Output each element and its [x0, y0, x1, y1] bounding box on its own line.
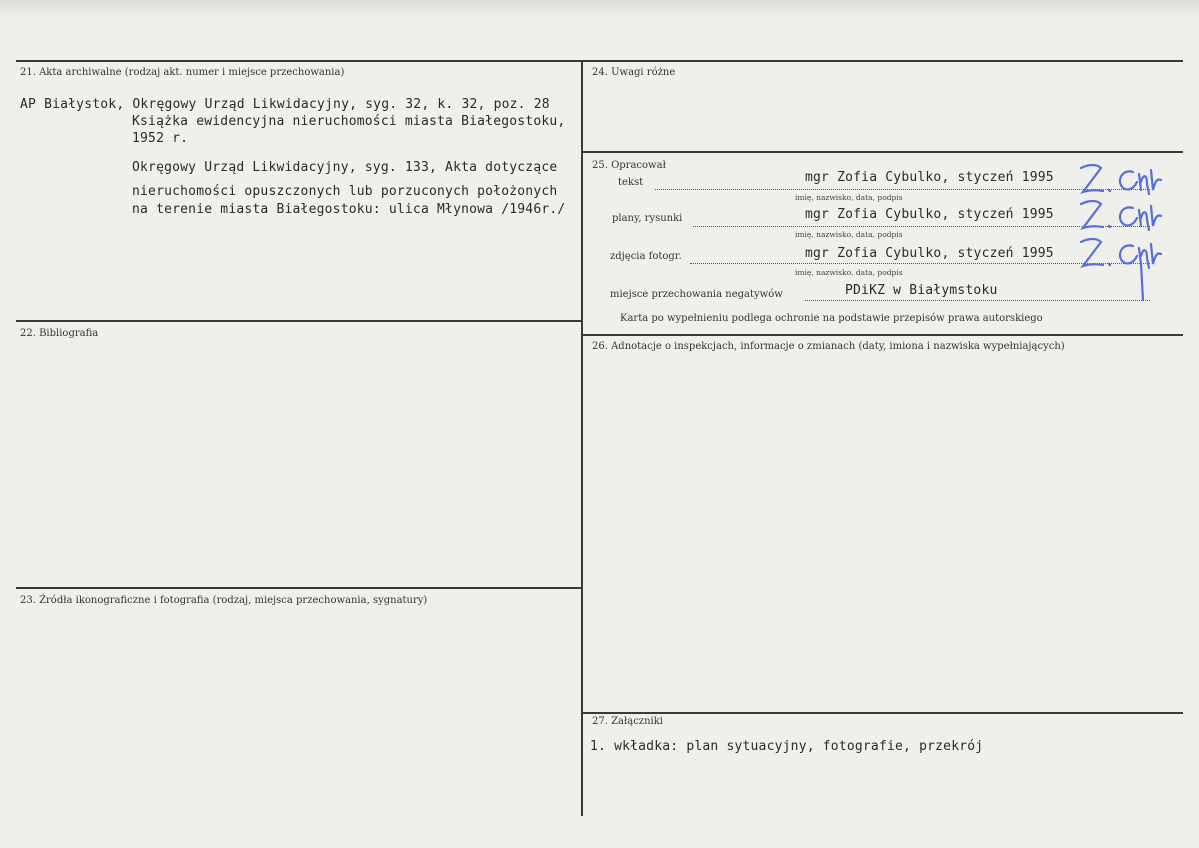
attachment-line-1: 1. wkładka: plan sytuacyjny, fotografie, przekrój: [590, 739, 984, 754]
signature-plans-row: [1075, 196, 1165, 236]
signature-text-row: [1075, 160, 1165, 200]
rule-27: [582, 712, 1183, 714]
negatives-value: PDiKZ w Białymstoku: [845, 283, 998, 298]
center-divider: [581, 60, 583, 816]
row-plans-value: mgr Zofia Cybulko, styczeń 1995: [805, 207, 1054, 222]
section-25-label: 25. Opracował: [592, 160, 666, 171]
section-23-label: 23. Źródła ikonograficzne i fotografia (rodzaj, miejsca przechowania, sygnatury): [20, 595, 428, 606]
row-text-label: tekst: [618, 177, 644, 188]
row-plans-label: plany, rysunki: [612, 213, 683, 224]
signature-photos-row: [1075, 234, 1165, 304]
rule-25: [582, 151, 1183, 153]
row-plans-hint: imię, nazwisko, data, podpis: [795, 230, 903, 239]
rule-23: [16, 587, 582, 589]
rule-26: [582, 334, 1183, 336]
row-photos-hint: imię, nazwisko, data, podpis: [795, 268, 903, 277]
copyright-note: Karta po wypełnieniu podlega ochronie na podstawie przepisów prawa autorskiego: [620, 313, 1043, 324]
row-photos-value: mgr Zofia Cybulko, styczeń 1995: [805, 246, 1054, 261]
archive-line-6: na terenie miasta Białegostoku: ulica Młynowa /1946r./: [132, 202, 566, 217]
section-22-label: 22. Bibliografia: [20, 328, 99, 339]
section-24-label: 24. Uwagi różne: [592, 67, 676, 78]
row-text-hint: imię, nazwisko, data, podpis: [795, 193, 903, 202]
archive-line-4: Okręgowy Urząd Likwidacyjny, syg. 133, Akta dotyczące: [132, 160, 558, 175]
top-rule: [16, 60, 1183, 62]
scan-edge: [0, 0, 1199, 18]
section-26-label: 26. Adnotacje o inspekcjach, informacje o zmianach (daty, imiona i nazwiska wypełniających): [592, 341, 1065, 352]
row-text-value: mgr Zofia Cybulko, styczeń 1995: [805, 170, 1054, 185]
section-21-label: 21. Akta archiwalne (rodzaj akt. numer i miejsce przechowania): [20, 67, 345, 78]
row-photos-label: zdjęcia fotogr.: [610, 251, 682, 262]
section-27-label: 27. Załączniki: [592, 716, 663, 727]
rule-22: [16, 320, 582, 322]
archive-line-5: nieruchomości opuszczonych lub porzuconych położonych: [132, 184, 558, 199]
archive-line-3: 1952 r.: [132, 131, 189, 146]
archive-line-2: Książka ewidencyjna nieruchomości miasta Białegostoku,: [132, 114, 566, 129]
negatives-label: miejsce przechowania negatywów: [610, 289, 783, 300]
archive-line-1: AP Białystok, Okręgowy Urząd Likwidacyjny, syg. 32, k. 32, poz. 28: [20, 97, 550, 112]
